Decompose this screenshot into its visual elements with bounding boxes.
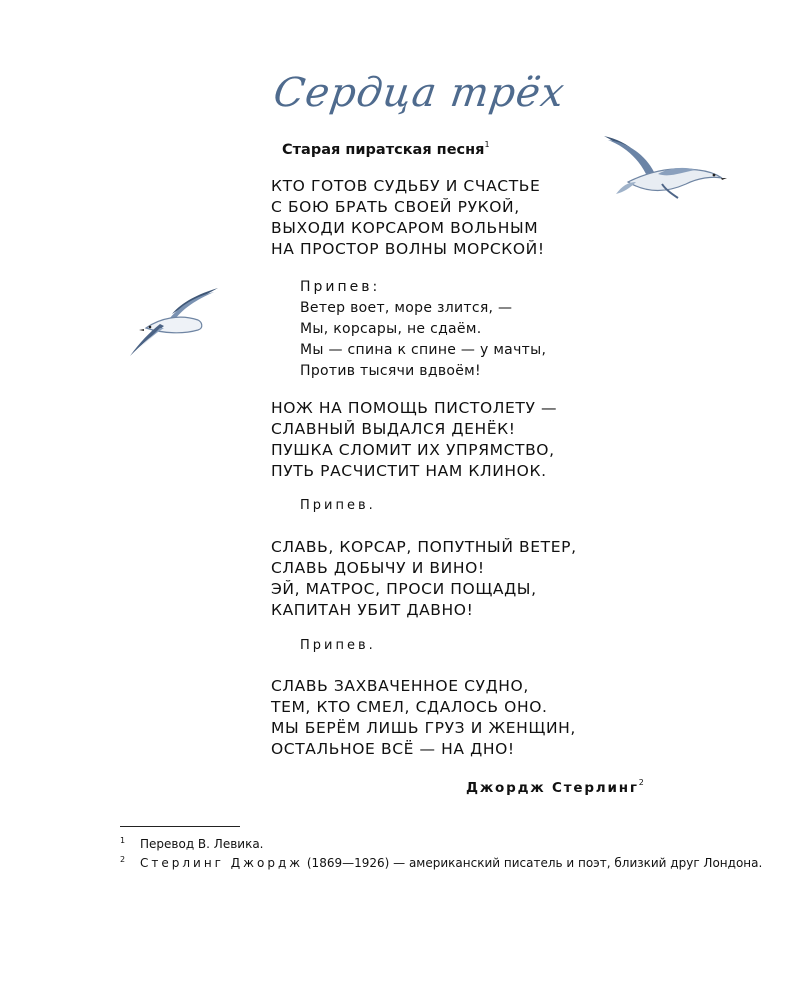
chorus-line: Мы, корсары, не сдаём.: [300, 321, 482, 337]
footnote-2: [120, 855, 763, 871]
stanza-line: МЫ БЕРЁМ ЛИШЬ ГРУЗ И ЖЕНЩИН,: [271, 719, 576, 737]
stanza-line: ОСТАЛЬНОЕ ВСЁ — НА ДНО!: [271, 740, 515, 758]
footnote-divider: [120, 826, 240, 827]
stanza-line: ТЕМ, КТО СМЕЛ, СДАЛОСЬ ОНО.: [271, 698, 548, 716]
stanza-line: ВЫХОДИ КОРСАРОМ ВОЛЬНЫМ: [271, 219, 539, 237]
stanza-4: [271, 676, 576, 760]
footnote-text: (1869—1926) — американский писатель и поэт, близкий друг Лондона.: [303, 856, 763, 870]
footnote-number: 2: [120, 855, 126, 864]
footnote-lead: Стерлинг Джордж: [140, 856, 304, 870]
stanza-line: ПУТЬ РАСЧИСТИТ НАМ КЛИНОК.: [271, 462, 547, 480]
stanza-2: [271, 398, 557, 482]
author-footnote-mark: 2: [638, 778, 646, 787]
seagull-left-icon: [124, 284, 224, 360]
footnote-text: Перевод В. Левика.: [140, 837, 264, 851]
stanza-line: НОЖ НА ПОМОЩЬ ПИСТОЛЕТУ —: [271, 399, 558, 417]
stanza-line: НА ПРОСТОР ВОЛНЫ МОРСКОЙ!: [271, 240, 545, 258]
subtitle-text: Старая пиратская песня: [282, 142, 485, 158]
author-name: Джордж Стерлинг: [466, 780, 639, 796]
stanza-line: СЛАВЬ ДОБЫЧУ И ВИНО!: [271, 559, 485, 577]
stanza-line: СЛАВНЫЙ ВЫДАЛСЯ ДЕНЁК!: [271, 420, 516, 438]
chorus-line: Мы — спина к спине — у мачты,: [300, 342, 547, 358]
song-subtitle: [282, 140, 490, 158]
chorus-line: Против тысячи вдвоём!: [300, 363, 481, 379]
poem-author: [466, 778, 646, 796]
stanza-line: ПУШКА СЛОМИТ ИХ УПРЯМСТВО,: [271, 441, 555, 459]
stanza-3: [271, 537, 577, 621]
footnote-1: [120, 836, 264, 852]
subtitle-footnote-mark: 1: [484, 140, 490, 149]
stanza-line: КТО ГОТОВ СУДЬБУ И СЧАСТЬЕ: [271, 177, 541, 195]
stanza-line: КАПИТАН УБИТ ДАВНО!: [271, 601, 474, 619]
page-title: Сердца трёх: [270, 70, 568, 116]
chorus-line: Ветер воет, море злится, —: [300, 300, 513, 316]
chorus-reference: Припев.: [300, 498, 376, 513]
chorus-reference: Припев.: [300, 638, 376, 653]
stanza-line: СЛАВЬ, КОРСАР, ПОПУТНЫЙ ВЕТЕР,: [271, 538, 577, 556]
stanza-line: СЛАВЬ ЗАХВАЧЕННОЕ СУДНО,: [271, 677, 529, 695]
chorus-heading: Припев:: [300, 279, 381, 295]
chorus: [300, 277, 546, 382]
seagull-right-icon: [598, 128, 728, 208]
stanza-1: [271, 176, 545, 260]
stanza-line: ЭЙ, МАТРОС, ПРОСИ ПОЩАДЫ,: [271, 580, 537, 598]
stanza-line: С БОЮ БРАТЬ СВОЕЙ РУКОЙ,: [271, 198, 520, 216]
footnote-number: 1: [120, 836, 126, 845]
